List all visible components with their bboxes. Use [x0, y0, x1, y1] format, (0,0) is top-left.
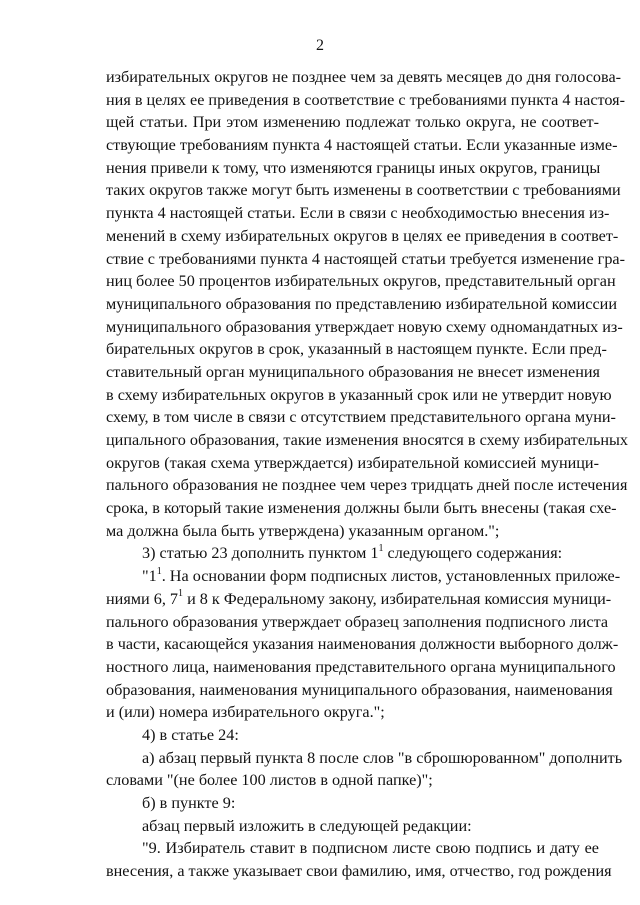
text-line: [106, 89, 626, 112]
text-line: [106, 679, 613, 702]
text-line-content: схему, в том числе в связи с отсутствием представительного органа муни-: [106, 408, 616, 427]
text-line-content: образования, наименования муниципального образования, наименования: [106, 680, 613, 699]
text-line: [106, 338, 607, 361]
text-line-content: в схему избирательных округов в указанный срок или не утвердит новую: [106, 385, 612, 404]
text-line: [106, 497, 617, 520]
text-line-continuation: следующего содержания:: [383, 544, 563, 563]
text-line-content: муниципального образования по представлению избирательной комиссии: [106, 294, 618, 313]
text-line-continuation: . На основании форм подписных листов, установленных приложе-: [161, 567, 621, 586]
text-line-content: ципального образования, такие изменения вносятся в схему избирательных: [106, 431, 628, 449]
text-line-content: пального образования не позднее чем через тридцать дней после истечения: [106, 476, 628, 495]
text-line: [106, 134, 618, 157]
text-line-content: ствующие требованиям пункта 4 настоящей статьи. Если указанные изме-: [106, 136, 618, 155]
text-line-content: и (или) номера избирательного округа.";: [106, 703, 385, 722]
text-line: [106, 384, 612, 407]
text-line-content: словами "(не более 100 листов в одной папке)";: [106, 771, 433, 790]
text-line: [106, 429, 628, 452]
text-line: [106, 316, 623, 339]
text-line: [106, 179, 621, 202]
text-line-content: ниями 6, 7: [106, 589, 179, 608]
text-line: [106, 565, 621, 588]
text-line: [106, 157, 599, 180]
text-line: [106, 747, 623, 770]
text-line: [106, 724, 599, 747]
text-line-content: ностного лица, наименования представительного органа муниципального: [106, 657, 616, 676]
text-line-content: ствие с требованиями пункта 4 настоящей статьи требуется изменение гра-: [106, 249, 625, 268]
text-line: [106, 633, 619, 656]
text-line: [106, 474, 628, 497]
superscript: 1: [378, 543, 384, 555]
text-line-content: 3) статью 23 дополнить пунктом 1: [142, 544, 379, 563]
text-line-content: внесения, а также указывает свои фамилию, имя, отчество, год рождения: [106, 862, 612, 881]
text-line: [106, 406, 616, 429]
text-line: [106, 769, 599, 792]
text-line: [106, 656, 616, 679]
text-line: [106, 701, 599, 724]
text-line-continuation: и 8 к Федеральному закону, избирательная комиссия муници-: [183, 589, 612, 608]
text-line-content: пункта 4 настоящей статьи. Если в связи с необходимостью внесения из-: [106, 204, 610, 223]
text-line: [106, 111, 599, 134]
text-line-content: в части, касающейся указания наименования должности выборного долж-: [106, 635, 619, 654]
text-line-content: 4) в статье 24:: [142, 725, 239, 744]
text-line-content: ния в целях ее приведения в соответствие с требованиями пункта 4 настоя-: [106, 90, 626, 109]
text-line: [106, 452, 599, 475]
text-line: [106, 815, 599, 838]
text-line: [106, 520, 599, 543]
text-line: [106, 361, 599, 384]
page-number: 2: [316, 37, 324, 54]
text-line-content: а) абзац первый пункта 8 после слов "в сброшюрованном" дополнить: [142, 748, 623, 767]
document-body: [106, 66, 628, 883]
text-line-content: ма должна была быть утверждена) указанным органом.";: [106, 521, 500, 540]
text-line-content: "1: [142, 567, 157, 586]
text-line-content: щей статьи. При этом изменению подлежат только округа, не соответ-: [106, 113, 599, 132]
text-line-content: таких округов также могут быть изменены в соответствии с требованиями: [106, 181, 621, 200]
text-line-content: ставительный орган муниципального образования не внесет изменения: [106, 362, 600, 381]
text-line-content: муниципального образования утверждает новую схему одномандатных из-: [106, 317, 623, 336]
text-line: [106, 611, 609, 634]
text-line: [106, 225, 619, 248]
text-line-content: пального образования утверждает образец заполнения подписного листа: [106, 612, 609, 631]
text-line-content: срока, в который такие изменения должны были быть внесены (такая схе-: [106, 499, 617, 518]
text-line: [106, 66, 622, 89]
text-line: [106, 270, 616, 293]
text-line-content: округов (такая схема утверждается) избирательной комиссией муници-: [106, 453, 599, 472]
superscript: 1: [156, 565, 162, 577]
text-line-content: ниц более 50 процентов избирательных округов, представительный орган: [106, 272, 616, 291]
text-line-content: избирательных округов не позднее чем за девять месяцев до дня голосова-: [106, 68, 622, 86]
text-line-content: "9. Избиратель ставит в подписном листе свою подпись и дату ее: [142, 839, 599, 858]
text-line: [106, 248, 625, 271]
text-line-content: абзац первый изложить в следующей редакции:: [142, 816, 472, 835]
text-line: [106, 860, 612, 883]
text-line: [106, 588, 612, 611]
text-line: [106, 837, 599, 860]
text-line-content: б) в пункте 9:: [142, 794, 236, 812]
text-line: [106, 792, 599, 815]
superscript: 1: [178, 588, 184, 600]
text-line-content: бирательных округов в срок, указанный в настоящем пункте. Если пред-: [106, 340, 607, 359]
text-line: [106, 293, 618, 316]
text-line: [106, 202, 610, 225]
text-line-content: нения привели к тому, что изменяются границы иных округов, границы: [106, 158, 601, 177]
text-line-content: менений в схему избирательных округов в целях ее приведения в соответ-: [106, 226, 619, 245]
text-line: [106, 542, 599, 565]
